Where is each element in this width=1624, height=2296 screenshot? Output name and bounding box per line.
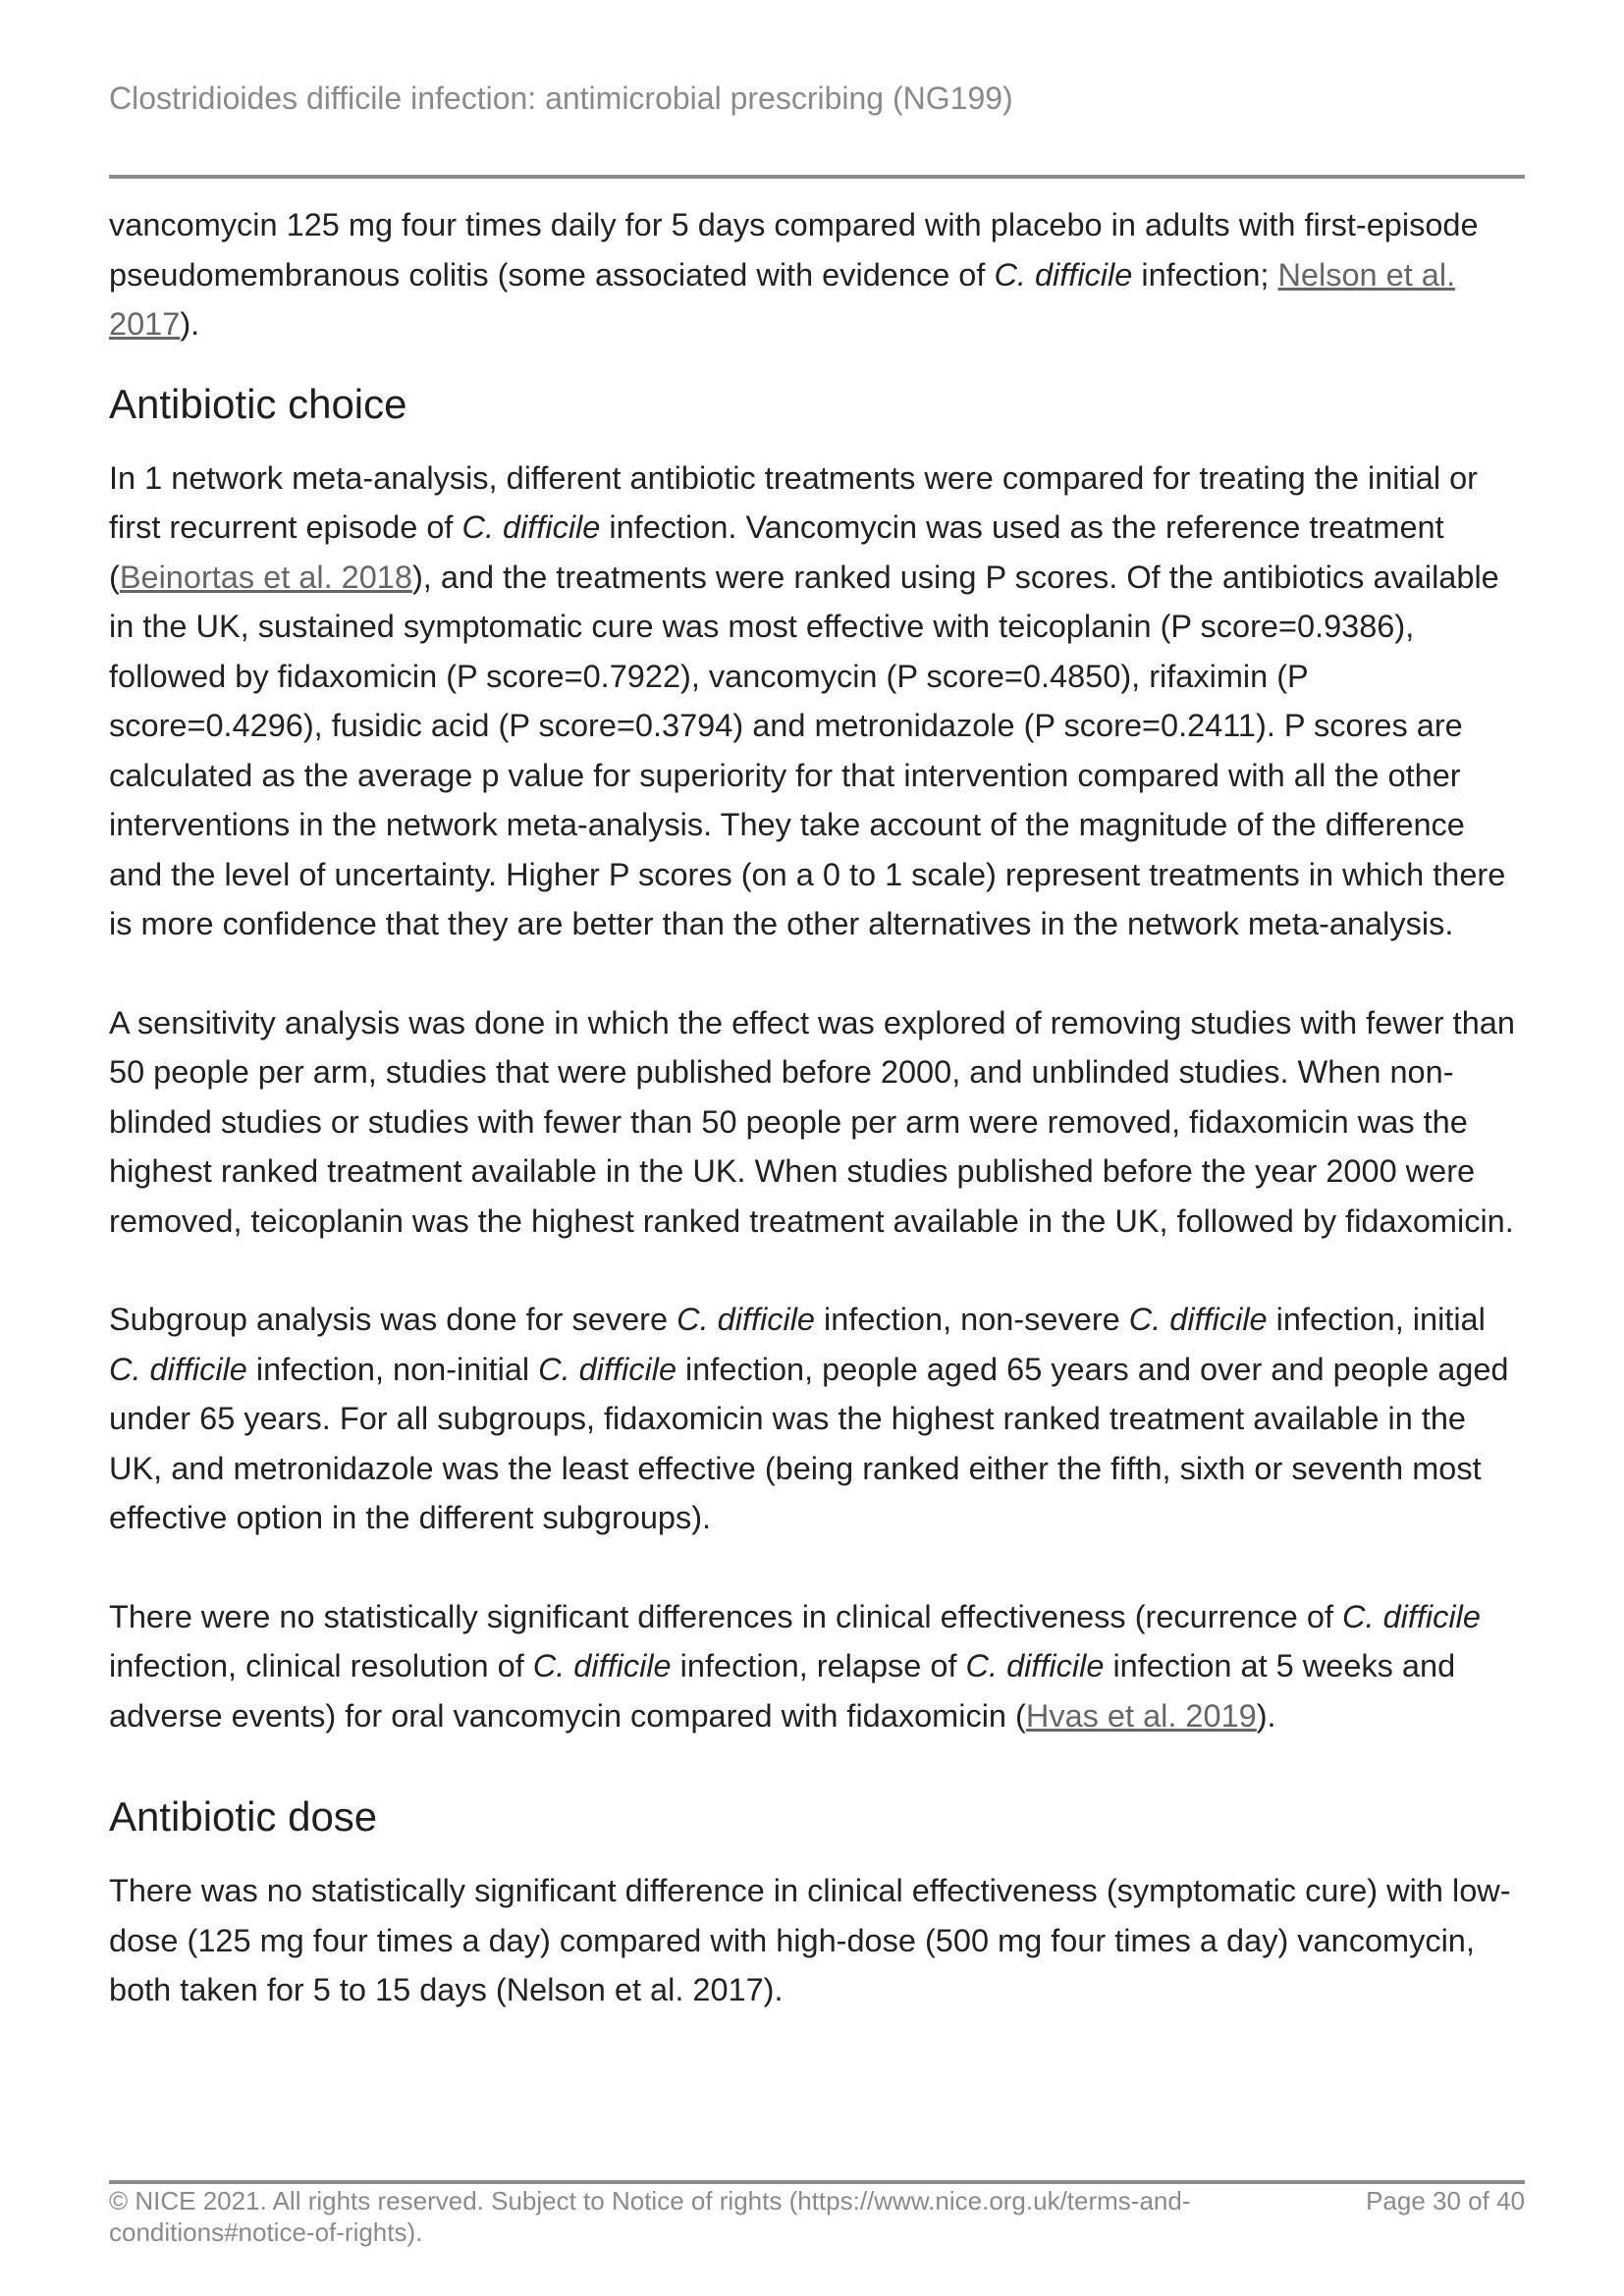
choice-p3-text-1: Subgroup analysis was done for severe (109, 1302, 677, 1337)
header-divider (109, 175, 1525, 179)
footer-divider (109, 2180, 1525, 2184)
footer-page-number: Page 30 of 40 (1366, 2186, 1525, 2216)
choice-p4-italic-2: C. difficile (532, 1648, 672, 1683)
choice-p4-text-5: ). (1256, 1697, 1276, 1734)
beinortas-2018-link[interactable]: Beinortas et al. 2018 (119, 559, 412, 595)
choice-paragraph-1 (109, 454, 1525, 949)
choice-p3-text-3: infection, initial (1267, 1302, 1486, 1337)
nelson-2017-link[interactable]: Nelson et al. 2017 (109, 256, 1456, 342)
dose-paragraph-1: There was no statistically significant difference in clinical effectiveness (symptomatic cure) with low-dose (125 mg four times a day) compared with high-dose (500 mg four times a day) vancomycin, both taken for 5 to 15 days (Nelson et al. 2017). (109, 1873, 1511, 2007)
choice-p3-italic-3: C. difficile (109, 1351, 247, 1387)
antibiotic-choice-heading: Antibiotic choice (109, 380, 407, 427)
choice-p3-italic-2: C. difficile (1128, 1302, 1268, 1337)
choice-p4-text-3: infection, relapse of (671, 1648, 966, 1683)
choice-p3-text-2: infection, non-severe (815, 1302, 1129, 1337)
choice-paragraph-3 (109, 1295, 1525, 1543)
choice-p3-italic-1: C. difficile (677, 1302, 815, 1337)
choice-p1-italic-1: C. difficile (461, 509, 601, 545)
choice-p1-text-2: infection. Vancomycin was used as the reference treatment ( (109, 509, 1444, 595)
choice-p4-italic-1: C. difficile (1342, 1598, 1481, 1634)
hvas-2019-link[interactable]: Hvas et al. 2019 (1025, 1697, 1257, 1734)
intro-text-1: vancomycin 125 mg four times daily for 5 days compared with placebo in adults with first-episode pseudomembranous colitis (some associated with evidence of (109, 207, 1479, 293)
choice-p1-text-3: ), and the treatments were ranked using P scores. Of the antibiotics available in the UK, sustained symptomatic cure was most effective with teicoplanin (P score=0.9386), followed by fidaxomicin (P score=0.7922), vancomycin (P score=0.4850), rifaximin (P score=0.4296), fusidic acid (P score=0.3794) and metronidazole (P score=0.2411). P scores are calculated as the average p value for superiority for that intervention compared with all the other interventions in the network meta-analysis. They take account of the magnitude of the difference and the level of uncertainty. Higher P scores (on a 0 to 1 scale) represent treatments in which there is more confidence that they are better than the other alternatives in the network meta-analysis. (109, 559, 1506, 941)
choice-paragraph-4 (109, 1592, 1525, 1741)
page-header-title: Clostridioides difficile infection: antimicrobial prescribing (NG199) (109, 80, 1013, 116)
document-body (109, 200, 1525, 2064)
choice-p3-text-4: infection, non-initial (246, 1351, 539, 1387)
choice-p3-text-5: infection, people aged 65 years and over and people aged under 65 years. For all subgroups, fidaxomicin was the highest ranked treatment available in the UK, and metronidazole was the least effective (being ranked either the fifth, sixth or seventh most effective option in the different subgroups). (109, 1351, 1509, 1535)
choice-p4-text-4: infection at 5 weeks and adverse events) for oral vancomycin compared with fidaxomicin ( (109, 1648, 1456, 1734)
choice-paragraph-2: A sensitivity analysis was done in which the effect was explored of removing studies with fewer than 50 people per arm, studies that were published before 2000, and unblinded studies. When non-blinded studies or studies with fewer than 50 people per arm were removed, fidaxomicin was the highest ranked treatment available in the UK. When studies published before the year 2000 were removed, teicoplanin was the highest ranked treatment available in the UK, followed by fidaxomicin. (109, 1004, 1515, 1239)
choice-p4-italic-3: C. difficile (965, 1648, 1105, 1683)
choice-p3-italic-4: C. difficile (538, 1351, 677, 1387)
choice-p4-text-1: There were no statistically significant differences in clinical effectiveness (recurrence of (109, 1598, 1343, 1634)
intro-paragraph (109, 200, 1525, 349)
choice-p1-text-1: In 1 network meta-analysis, different antibiotic treatments were compared for treating the initial or first recurrent episode of (109, 459, 1478, 545)
intro-text-3: ). (180, 306, 200, 342)
intro-text-2: infection; (1132, 256, 1278, 293)
choice-p4-text-2: infection, clinical resolution of (109, 1648, 533, 1683)
footer-copyright: © NICE 2021. All rights reserved. Subject to Notice of rights (https://www.nice.org.uk/terms-and-conditions#notice-of-rights). (109, 2186, 1191, 2247)
intro-italic-1: C. difficile (994, 256, 1133, 293)
antibiotic-dose-heading: Antibiotic dose (109, 1793, 378, 1840)
